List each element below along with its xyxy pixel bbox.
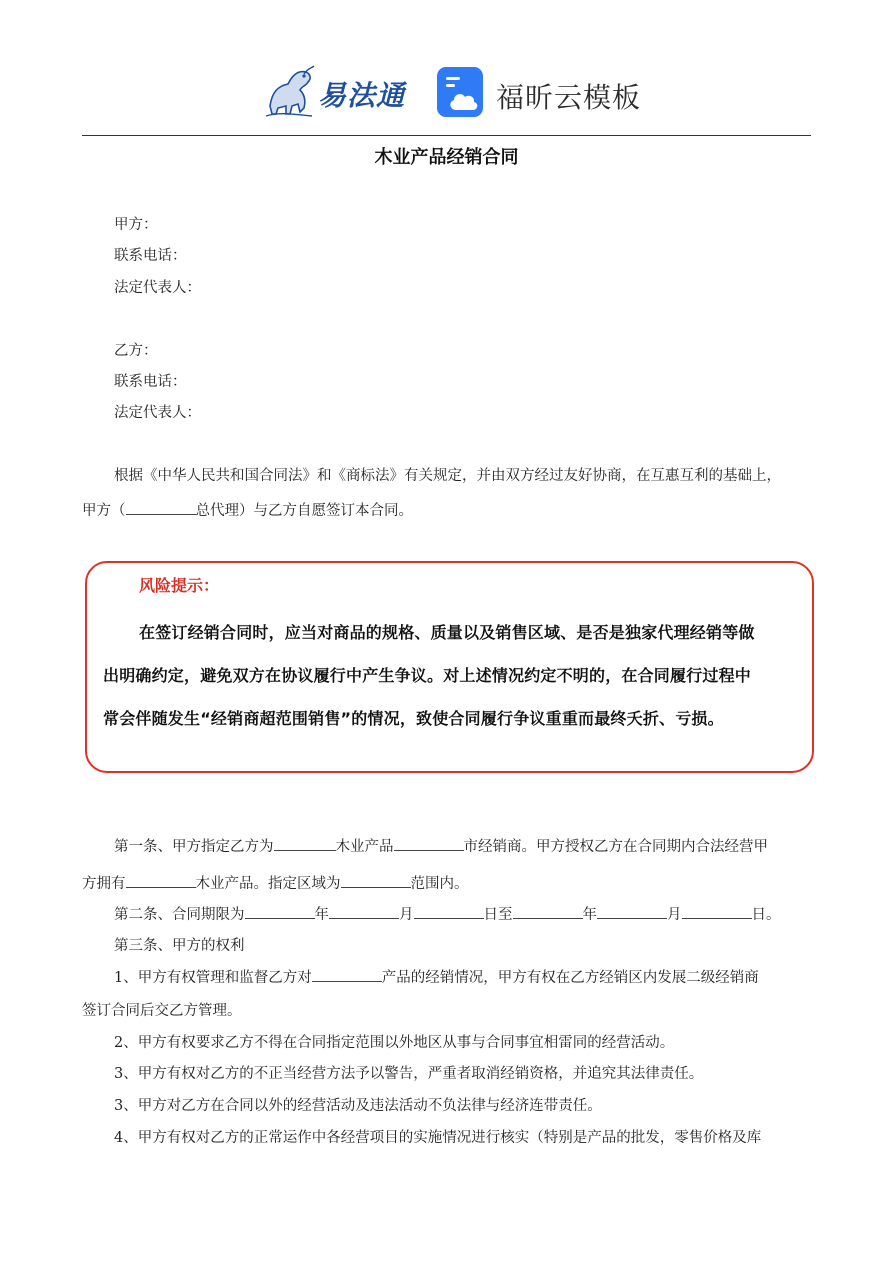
day-label: 日。 [751, 907, 781, 923]
article3-item1-line2: 签订合同后交乙方管理。 [82, 1003, 242, 1019]
risk-line-2: 出明确约定，避免双方在协议履行中产生争议。对上述情况约定不明的，在合同履行过程中 [103, 666, 752, 685]
party-b-phone: 联系电话： [114, 374, 187, 390]
article1-line1 [114, 835, 768, 856]
risk-notice-title: 风险提示： [139, 576, 220, 595]
item1-text-b: 产品的经销情况，甲方有权在乙方经销区内发展二级经销商 [381, 970, 759, 986]
risk-notice-body [103, 611, 815, 740]
start-day-blank [414, 904, 484, 919]
article3-item4: 4、甲方有权对乙方的正常运作中各经营项目的实施情况进行核实（特别是产品的批发，零售价格及库 [114, 1130, 762, 1146]
article2-text-a: 第二条、合同期限为 [114, 907, 245, 923]
logo1-text: 易法通 [318, 79, 406, 112]
article1-text-c: 市经销商。甲方授权乙方在合同期内合法经营甲 [463, 839, 768, 855]
end-month-blank [597, 904, 667, 919]
month-label-1: 月 [399, 907, 414, 923]
preamble-text-a: 甲方（ [82, 503, 126, 519]
risk-line-1: 在签订经销合同时，应当对商品的规格、质量以及销售区域、是否是独家代理经销等做 [139, 623, 755, 642]
yifatong-logo [262, 62, 414, 120]
article1-text-d: 方拥有 [82, 876, 126, 892]
month-label-2: 月 [667, 907, 682, 923]
party-a-phone: 联系电话： [114, 248, 187, 264]
region-blank [341, 873, 411, 888]
end-day-blank [682, 904, 752, 919]
article1-line2 [82, 872, 469, 893]
start-month-blank [329, 904, 399, 919]
risk-line-3: 常会伴随发生“经销商超范围销售”的情况，致使合同履行争议重重而最终夭折、亏损。 [103, 709, 724, 728]
article2-line [114, 903, 781, 924]
article3-item3b: 3、甲方对乙方在合同以外的经营活动及违法活动不负法律与经济连带责任。 [114, 1098, 602, 1114]
article3-item2: 2、甲方有权要求乙方不得在合同指定范围以外地区从事与合同事宜相雷同的经营活动。 [114, 1035, 675, 1051]
header-divider [82, 135, 811, 136]
article1-text-e: 木业产品。指定区域为 [195, 876, 341, 892]
article3-heading: 第三条、甲方的权利 [114, 938, 245, 954]
year-label-1: 年 [314, 907, 329, 923]
party-b-rep: 法定代表人： [114, 405, 201, 421]
fuxin-logo [436, 66, 646, 118]
risk-notice-box [85, 561, 814, 773]
article1-text-b: 木业产品 [335, 839, 394, 855]
day-to-label: 日至 [483, 907, 513, 923]
party-b-label: 乙方： [114, 343, 158, 359]
header [0, 58, 893, 124]
preamble-text-b: 总代理）与乙方自愿签订本合同。 [195, 503, 413, 519]
article3-item3a: 3、甲方有权对乙方的不正当经营方法予以警告，严重者取消经销资格，并追究其法律责任。 [114, 1066, 704, 1082]
party-a-label: 甲方： [114, 217, 158, 233]
item1-text-a: 1、甲方有权管理和监督乙方对 [114, 970, 312, 986]
preamble-line1: 根据《中华人民共和国合同法》和《商标法》有关规定，并由双方经过友好协商，在互惠互利的基础上， [114, 468, 781, 484]
document-title: 木业产品经销合同 [374, 147, 519, 168]
agent-blank [126, 500, 196, 515]
year-label-2: 年 [582, 907, 597, 923]
cloud-document-icon [436, 66, 486, 118]
start-year-blank [245, 904, 315, 919]
article1-text-f: 范围内。 [410, 876, 469, 892]
product-blank [126, 873, 196, 888]
party-a-rep: 法定代表人： [114, 280, 201, 296]
article1-text-a: 第一条、甲方指定乙方为 [114, 839, 274, 855]
city-blank [394, 836, 464, 851]
item1-product-blank [312, 967, 382, 982]
end-year-blank [513, 904, 583, 919]
preamble-line2 [82, 499, 413, 520]
article3-item1-line1 [114, 966, 759, 987]
logo2-text: 福昕云模板 [496, 81, 642, 114]
designation-blank [274, 836, 336, 851]
kylin-icon [262, 62, 318, 120]
